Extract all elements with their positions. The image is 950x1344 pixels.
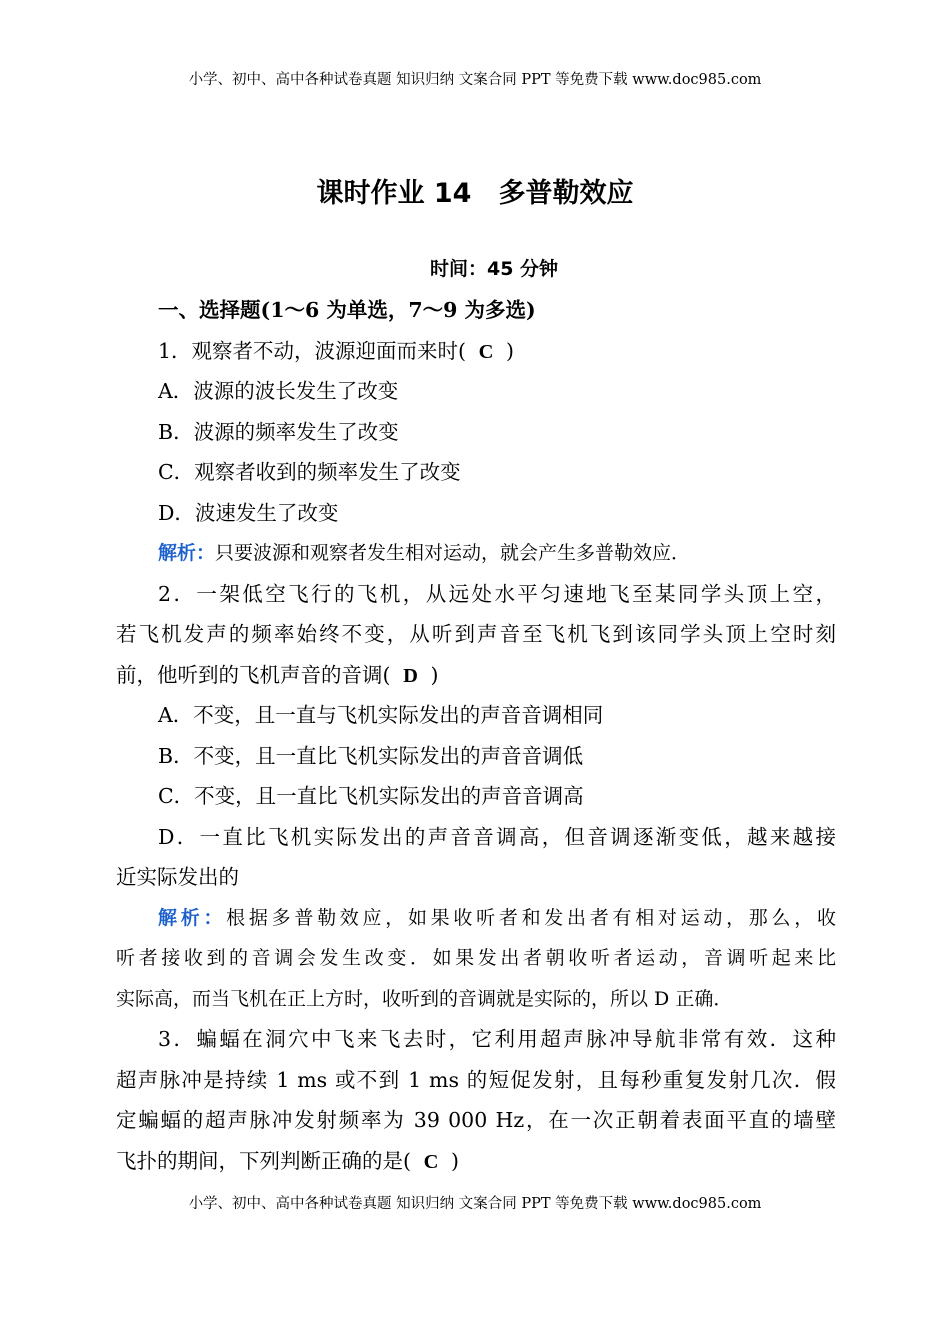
question-1-option-d: D．波速发生了改变 <box>158 500 339 525</box>
question-1-option-a: A．波源的波长发生了改变 <box>158 379 399 403</box>
question-2-stem-line-2: 若飞机发声的频率始终不变，从听到声音至飞机飞到该同学头顶上空时刻 <box>116 622 836 646</box>
question-3-close: ) <box>451 1148 459 1173</box>
document-body <box>116 290 836 1181</box>
question-1-analysis-text: 只要波源和观察者发生相对运动，就会产生多普勒效应． <box>215 542 691 564</box>
question-2-option-d-line-1: D．一直比飞机实际发出的声音音调高，但音调逐渐变低，越来越接 <box>158 824 836 849</box>
question-2-text: 前，他听到的飞机声音的音调( <box>116 662 391 687</box>
question-2-option-c: C．不变，且一直比飞机实际发出的声音音调高 <box>158 784 584 808</box>
question-2-analysis-line-3: 实际高，而当飞机在正上方时，收听到的音调就是实际的，所以 D 正确． <box>116 987 733 1010</box>
question-2-stem-line-3 <box>116 655 836 696</box>
page-title: 课时作业 14 多普勒效应 <box>316 178 634 209</box>
analysis-label: 解析： <box>158 906 227 929</box>
question-1-text: 1．观察者不动，波源迎面而来时( <box>158 338 467 363</box>
analysis-label: 解析： <box>158 542 216 564</box>
page-footer: 小学、初中、高中各种试卷真题 知识归纳 文案合同 PPT 等免费下载 www.doc985.com <box>188 1196 762 1212</box>
time-limit: 时间：45 分钟 <box>430 258 559 280</box>
question-3-answer: C <box>423 1150 439 1173</box>
question-2-stem-line-1: 2．一架低空飞行的飞机，从远处水平匀速地飞至某同学头顶上空， <box>158 581 836 606</box>
question-2-option-a: A．不变，且一直与飞机实际发出的声音音调相同 <box>158 703 604 727</box>
question-2-answer: D <box>403 664 418 687</box>
question-1-answer: C <box>478 340 494 363</box>
question-2-analysis-line-2: 听者接收到的音调会发生改变．如果发出者朝收听者运动，音调听起来比 <box>116 947 836 969</box>
question-3-stem-line-3: 定蝙蝠的超声脉冲发射频率为 39 000 Hz，在一次正朝着表面平直的墙壁 <box>116 1108 836 1132</box>
question-1-stem <box>116 331 836 372</box>
question-1-close: ) <box>506 338 515 363</box>
question-2-option-b: B．不变，且一直比飞机实际发出的声音音调低 <box>158 743 584 768</box>
question-3-stem-line-4 <box>116 1141 836 1182</box>
question-2-analysis-text-1: 根据多普勒效应，如果收听者和发出者有相对运动，那么，收 <box>226 906 836 929</box>
question-3-stem-line-1: 3．蝙蝠在洞穴中飞来飞去时，它利用超声脉冲导航非常有效．这种 <box>158 1027 836 1051</box>
question-3-text: 飞扑的期间，下列判断正确的是( <box>116 1148 411 1173</box>
question-3-stem-line-2: 超声脉冲是持续 1 ms 或不到 1 ms 的短促发射，且每秒重复发射几次．假 <box>116 1067 836 1092</box>
page-header: 小学、初中、高中各种试卷真题 知识归纳 文案合同 PPT 等免费下载 www.doc985.com <box>188 72 762 88</box>
section-heading: 一、选择题(1～6 为单选，7～9 为多选) <box>158 298 536 322</box>
question-2-option-d-line-2: 近实际发出的 <box>116 865 239 889</box>
question-1-option-c: C．观察者收到的频率发生了改变 <box>158 460 461 484</box>
question-1-analysis <box>116 533 836 574</box>
question-2-close: ) <box>430 662 439 687</box>
question-1-option-b: B．波源的频率发生了改变 <box>158 419 399 444</box>
question-2-analysis-line-1 <box>116 898 836 939</box>
